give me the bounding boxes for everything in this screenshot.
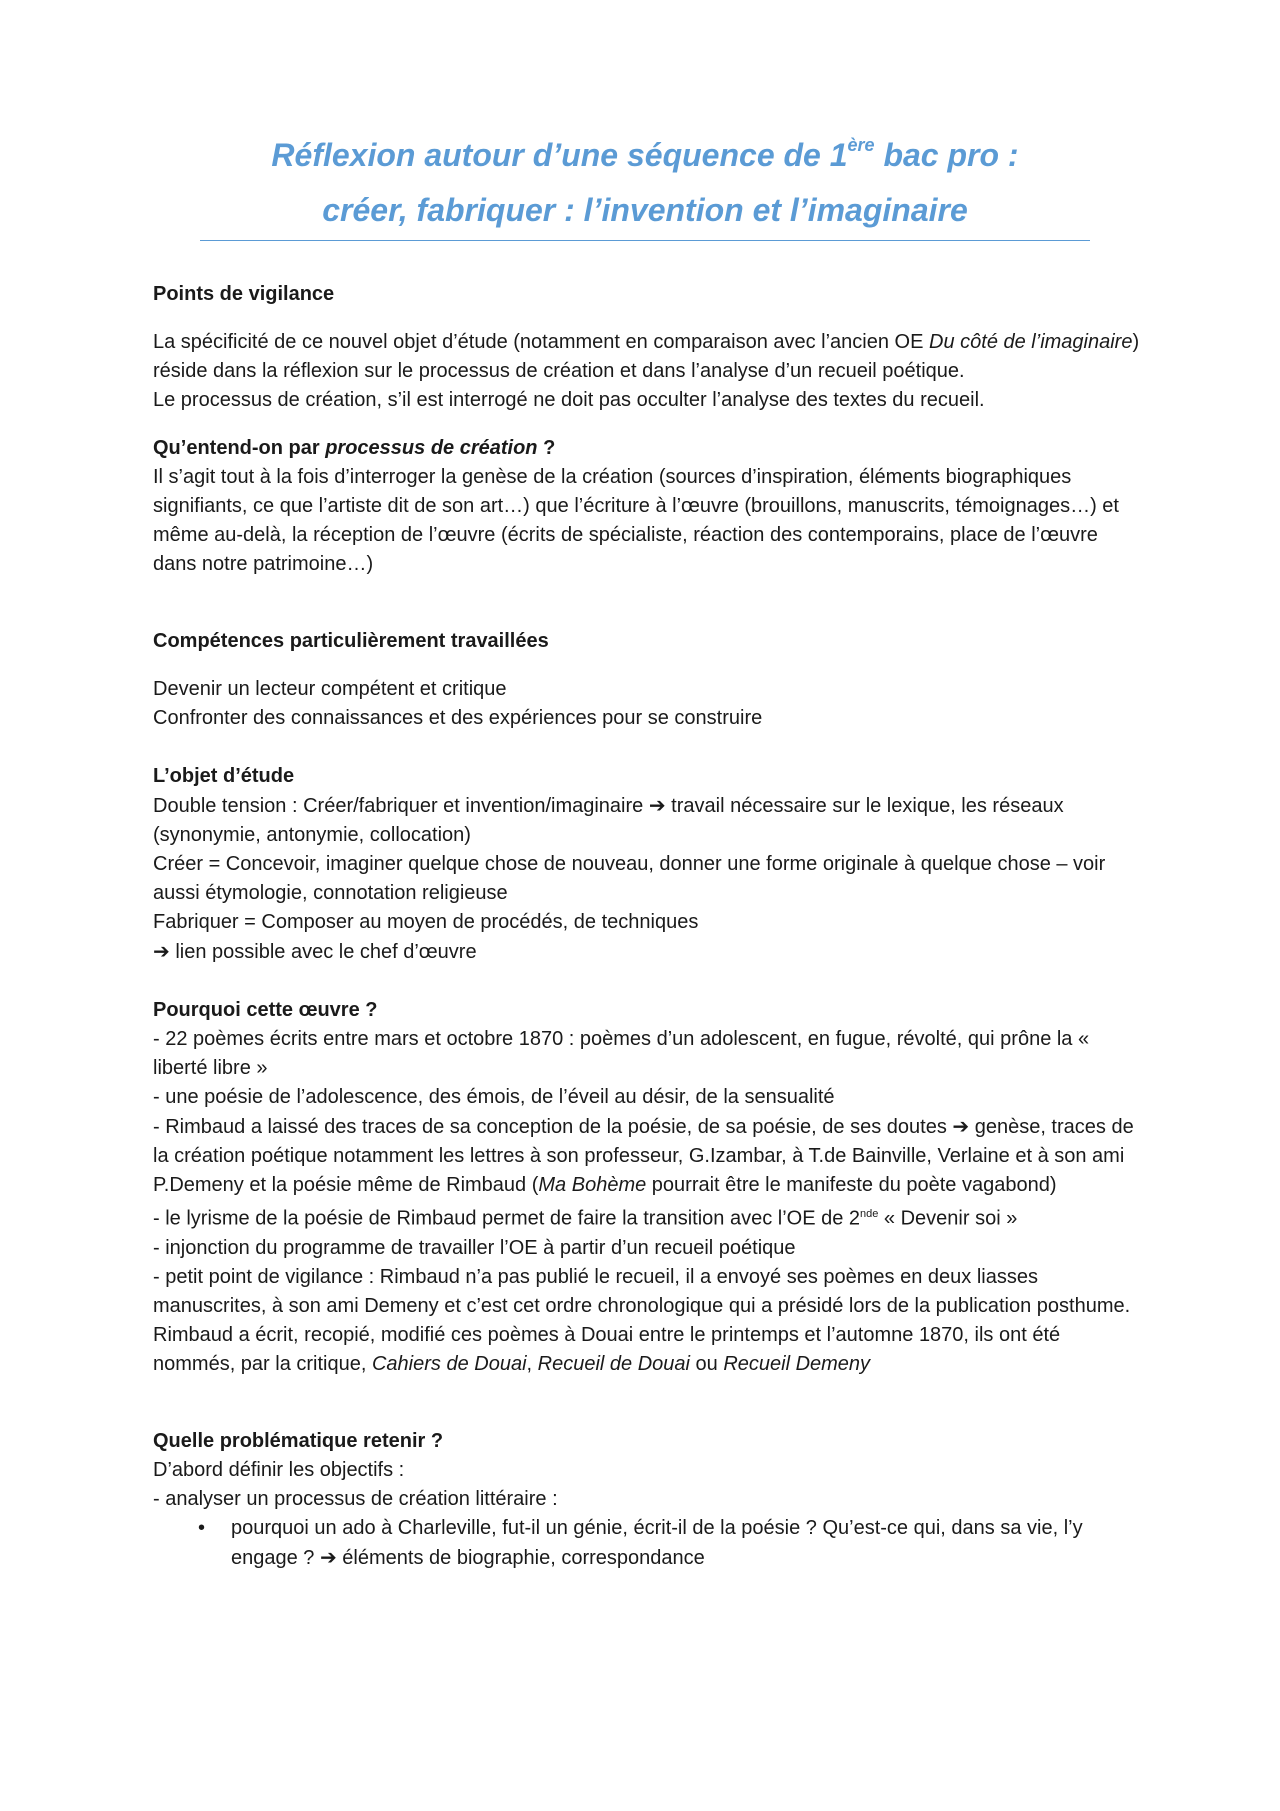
list-item: • pourquoi un ado à Charleville, fut-il un génie, écrit-il de la poésie ? Qu’est-ce qui, dans sa vie, l’y engage ? ➔ éléments de biographie, correspondance xyxy=(153,1514,1143,1573)
objet-line-3: Fabriquer = Composer au moyen de procédés, de techniques xyxy=(153,911,699,933)
bullet-icon: • xyxy=(198,1516,206,1539)
oeuvre-line-3: - Rimbaud a laissé des traces de sa conception de la poésie, de sa poésie, de ses doutes ➔ genèse, traces de la création poétique notamment les lettres à son professeur, G.Izambar, à T.de Bainville, Verlaine et à son ami P.Demeny et la poésie même de Rimbaud (Ma Bohème pourrait être le manifeste du poète vagabond) xyxy=(153,1114,1134,1196)
oeuvre-line-2: - une poésie de l’adolescence, des émois, de l’éveil au désir, de la sensualité xyxy=(153,1086,835,1108)
problematique-bullet-list xyxy=(153,1514,1143,1573)
vigilance-paragraph-2: Le processus de création, s’il est interrogé ne doit pas occulter l’analyse des textes du recueil. xyxy=(153,389,985,411)
vigilance-heading: Points de vigilance xyxy=(153,283,335,305)
title-underline xyxy=(200,240,1090,241)
problematique-line-2: - analyser un processus de création littéraire : xyxy=(153,1487,558,1510)
oeuvre-line-6: - petit point de vigilance : Rimbaud n’a pas publié le recueil, il a envoyé ses poèmes en deux liasses manuscrites, à son ami Demeny et c’est cet ordre chronologique qui a présidé lors de la publication posthume. Rimbaud a écrit, recopié, modifié ces poèmes à Douai entre le printemps et l’automne 1870, ils ont été nommés, par la critique, Cahiers de Douai, Recueil de Douai ou Recueil Demeny xyxy=(153,1265,1131,1375)
arrow-right-icon: ➔ xyxy=(952,1114,970,1138)
vigilance-paragraph-1: La spécificité de ce nouvel objet d’étude (notamment en comparaison avec l’ancien OE Du côté de l’imaginaire) réside dans la réflexion sur le processus de création et dans l’analyse d’un recueil poétique. xyxy=(153,331,1140,382)
processus-heading: Qu’entend-on par processus de création ? xyxy=(153,437,556,459)
oeuvre-heading: Pourquoi cette œuvre ? xyxy=(153,999,378,1021)
objet-line-1: Double tension : Créer/fabriquer et invention/imaginaire ➔ travail nécessaire sur le lexique, les réseaux (synonymie, antonymie, collocation) xyxy=(153,793,1064,846)
competence-item: Confronter des connaissances et des expériences pour se construire xyxy=(153,707,763,729)
arrow-right-icon: ➔ xyxy=(648,793,666,817)
arrow-right-icon: ➔ xyxy=(153,939,170,963)
processus-paragraph: Il s’agit tout à la fois d’interroger la genèse de la création (sources d’inspiration, éléments biographiques signifiants, ce que l’artiste dit de son art…) que l’écriture à l’œuvre (brouillons, manuscrits, témoignages…) et même au-delà, la réception de l’œuvre (écrits de spécialiste, réaction des contemporains, place de l’œuvre dans notre patrimoine…) xyxy=(153,466,1119,575)
objet-heading: L’objet d’étude xyxy=(153,765,295,787)
document-body xyxy=(153,280,1143,1573)
problematique-line-1: D’abord définir les objectifs : xyxy=(153,1458,405,1481)
arrow-right-icon: ➔ xyxy=(319,1544,337,1569)
objet-line-2: Créer = Concevoir, imaginer quelque chose de nouveau, donner une forme originale à quelque chose – voir aussi étymologie, connotation religieuse xyxy=(153,853,1106,904)
oeuvre-line-4: - le lyrisme de la poésie de Rimbaud permet de faire la transition avec l’OE de 2nde « Devenir soi » xyxy=(153,1207,1018,1230)
competence-item: Devenir un lecteur compétent et critique xyxy=(153,678,507,700)
oeuvre-line-5: - injonction du programme de travailler l’OE à partir d’un recueil poétique xyxy=(153,1236,796,1259)
document-title xyxy=(200,128,1090,238)
objet-line-4: ➔ lien possible avec le chef d’œuvre xyxy=(153,939,477,963)
title-line-1: Réflexion autour d’une séquence de 1ère bac pro : xyxy=(271,135,1019,173)
oeuvre-line-1: - 22 poèmes écrits entre mars et octobre 1870 : poèmes d’un adolescent, en fugue, révolté, qui prône la « liberté libre » xyxy=(153,1028,1090,1079)
problematique-heading: Quelle problématique retenir ? xyxy=(153,1429,444,1452)
title-line-2: créer, fabriquer : l’invention et l’imaginaire xyxy=(322,192,968,228)
competences-heading: Compétences particulièrement travaillées xyxy=(153,630,549,652)
